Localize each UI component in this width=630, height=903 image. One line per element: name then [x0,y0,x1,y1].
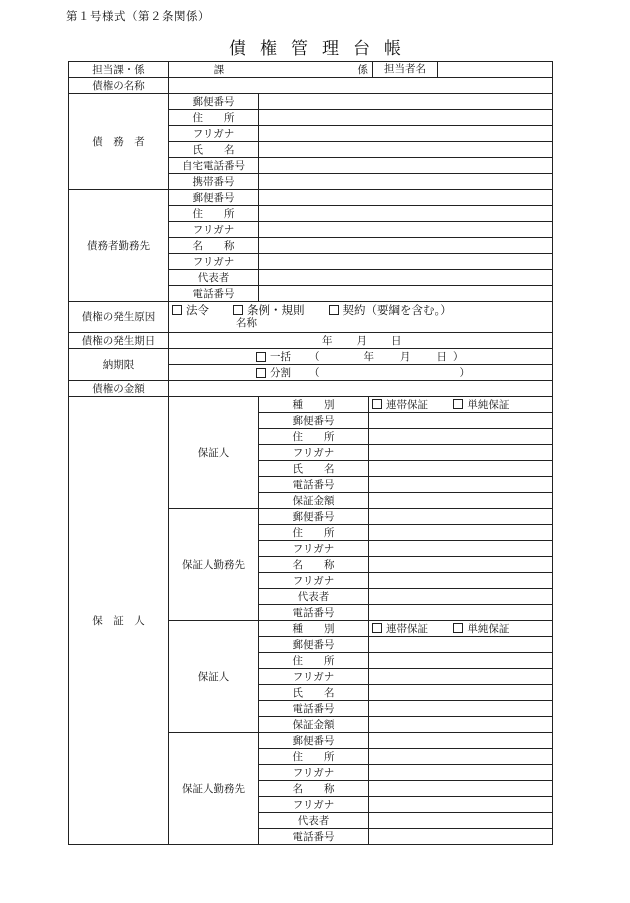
g1e-phone-field[interactable] [369,605,553,621]
cause-label: 債権の発生原因 [69,302,169,333]
debtor-home-phone-label: 自宅電話番号 [169,158,259,174]
option-ordinance-label: 条例・規則 [247,303,305,317]
g2e-phone-label: 電話番号 [259,829,369,845]
option-law-label: 法令 [186,303,209,317]
g1-name-label: 氏 名 [259,461,369,477]
dept-row [69,62,553,78]
guarantor-row [69,397,553,413]
occ-month: 月 [356,334,367,347]
amount-row [69,381,553,397]
g1e-rep-furigana-label: フリガナ [259,573,369,589]
option-contract-label: 契約（要綱を含む。） [342,303,452,317]
g1e-rep-field[interactable] [369,589,553,605]
due-year: 年 [363,350,374,363]
due-install-paren-open: （ [309,366,320,379]
guarantor2-person-label: 保証人 [169,621,259,733]
g1-postal-field[interactable] [369,413,553,429]
occ-day: 日 [391,334,402,347]
guarantor-label: 保 証 人 [69,397,169,845]
due-paren-open: （ [309,350,320,363]
g1-address-field[interactable] [369,429,553,445]
due-label: 納期限 [69,349,169,381]
debtor-label: 債 務 者 [69,94,169,190]
employer-rep-label: 代表者 [169,270,259,286]
g2e-phone-field[interactable] [369,829,553,845]
g1-phone-field[interactable] [369,477,553,493]
guarantor2-employer-label: 保証人勤務先 [169,733,259,845]
g2-amount-label: 保証金額 [259,717,369,733]
g1-phone-label: 電話番号 [259,477,369,493]
g1e-phone-label: 電話番号 [259,605,369,621]
checkbox-icon[interactable] [453,623,463,633]
g2-postal-label: 郵便番号 [259,637,369,653]
g2e-rep-label: 代表者 [259,813,369,829]
checkbox-icon[interactable] [372,623,382,633]
debtor-mobile-label: 携帯番号 [169,174,259,190]
claim-name-label: 債権の名称 [69,78,169,94]
occurrence-row [69,333,553,349]
g2e-address-field[interactable] [369,749,553,765]
person-label: 担当者名 [372,62,438,77]
debtor-name-label: 氏 名 [169,142,259,158]
employer-phone-field[interactable] [259,286,553,302]
g1e-furigana-label: フリガナ [259,541,369,557]
g2e-postal-label: 郵便番号 [259,733,369,749]
g2e-name-field[interactable] [369,781,553,797]
due-month: 月 [400,350,411,363]
checkbox-icon[interactable] [256,352,266,362]
g2e-rep-furigana-label: フリガナ [259,797,369,813]
debtor-name-field[interactable] [259,142,553,158]
g2-simple-label: 単純保証 [467,622,510,635]
occ-year: 年 [322,334,333,347]
g1-type-field[interactable] [369,397,553,413]
checkbox-icon[interactable] [329,305,339,315]
debtor-home-phone-field[interactable] [259,158,553,174]
g2-address-field[interactable] [369,653,553,669]
claim-name-field[interactable] [169,78,553,94]
occurrence-field[interactable] [169,333,553,349]
due-paren-close: ） [453,350,464,363]
g1e-address-label: 住 所 [259,525,369,541]
g1e-furigana-field[interactable] [369,541,553,557]
g1-name-field[interactable] [369,461,553,477]
g1-joint-label: 連帯保証 [386,398,428,411]
g1e-rep-furigana-field[interactable] [369,573,553,589]
ledger-table [68,61,553,845]
employer-rep-furigana-label: フリガナ [169,254,259,270]
checkbox-icon[interactable] [172,305,182,315]
g1e-rep-label: 代表者 [259,589,369,605]
g1-simple-label: 単純保証 [467,398,510,411]
due-lump-label: 一括 [270,350,291,363]
g1e-postal-label: 郵便番号 [259,509,369,525]
employer-phone-label: 電話番号 [169,286,259,302]
checkbox-contract[interactable] [329,304,452,317]
g2-furigana-label: フリガナ [259,669,369,685]
amount-label: 債権の金額 [69,381,169,397]
due-row [69,349,553,365]
g1e-name-label: 名 称 [259,557,369,573]
g2-type-field[interactable] [369,621,553,637]
g2-phone-label: 電話番号 [259,701,369,717]
debtor-mobile-field[interactable] [259,174,553,190]
ka-label: 課 [213,63,225,76]
employer-postal-label: 郵便番号 [169,190,259,206]
g2e-rep-field[interactable] [369,813,553,829]
checkbox-law[interactable] [172,304,209,317]
g2e-postal-field[interactable] [369,733,553,749]
employer-furigana-field[interactable] [259,222,553,238]
debtor-furigana-field[interactable] [259,126,553,142]
due-install-paren-close: ） [459,366,470,379]
g1-furigana-label: フリガナ [259,445,369,461]
g2e-rep-furigana-field[interactable] [369,797,553,813]
employer-name-label: 名 称 [169,238,259,254]
g1-address-label: 住 所 [259,429,369,445]
g2e-furigana-label: フリガナ [259,765,369,781]
debtor-address-field[interactable] [259,110,553,126]
due-install-field[interactable] [169,365,553,381]
g1e-address-field[interactable] [369,525,553,541]
cause-row [69,302,553,333]
checkbox-icon[interactable] [233,305,243,315]
due-day: 日 [436,350,447,363]
employer-rep-field[interactable] [259,270,553,286]
g1-furigana-field[interactable] [369,445,553,461]
page-title: 債権管理台帳 [229,39,415,59]
g2-amount-field[interactable] [369,717,553,733]
cause-name-label: 名称 [236,317,257,329]
debtor-row [69,94,553,110]
dept-field[interactable] [169,62,553,78]
g2-type-label: 種 別 [259,621,369,637]
due-install-label: 分割 [270,366,291,379]
g1-amount-field[interactable] [369,493,553,509]
claim-name-row [69,78,553,94]
checkbox-icon[interactable] [372,399,382,409]
dept-label: 担当課・係 [69,62,169,78]
checkbox-icon[interactable] [256,368,266,378]
debtor-address-label: 住 所 [169,110,259,126]
employer-label: 債務者勤務先 [69,190,169,302]
debtor-postal-label: 郵便番号 [169,94,259,110]
kakari-label: 係 [357,63,368,76]
g1-type-label: 種 別 [259,397,369,413]
g2e-name-label: 名 称 [259,781,369,797]
g2-name-label: 氏 名 [259,685,369,701]
g2-phone-field[interactable] [369,701,553,717]
employer-address-field[interactable] [259,206,553,222]
g2-furigana-field[interactable] [369,669,553,685]
employer-furigana-label: フリガナ [169,222,259,238]
checkbox-ordinance[interactable] [233,304,305,317]
employer-rep-furigana-field[interactable] [259,254,553,270]
due-lump-field[interactable] [169,349,553,365]
g1-postal-label: 郵便番号 [259,413,369,429]
g2e-address-label: 住 所 [259,749,369,765]
occurrence-label: 債権の発生期日 [69,333,169,349]
employer-row [69,190,553,206]
guarantor-employer-label: 保証人勤務先 [169,509,259,621]
amount-field[interactable] [169,381,553,397]
g1-amount-label: 保証金額 [259,493,369,509]
employer-name-field[interactable] [259,238,553,254]
debtor-postal-field[interactable] [259,94,553,110]
g1e-postal-field[interactable] [369,509,553,525]
debtor-furigana-label: フリガナ [169,126,259,142]
employer-postal-field[interactable] [259,190,553,206]
g2e-furigana-field[interactable] [369,765,553,781]
guarantor-person-label: 保証人 [169,397,259,509]
g2-postal-field[interactable] [369,637,553,653]
g2-address-label: 住 所 [259,653,369,669]
g1e-name-field[interactable] [369,557,553,573]
g2-name-field[interactable] [369,685,553,701]
cause-field[interactable] [169,302,553,333]
employer-address-label: 住 所 [169,206,259,222]
checkbox-icon[interactable] [453,399,463,409]
form-number: 第１号様式（第２条関係） [66,9,210,23]
g2-joint-label: 連帯保証 [386,622,428,635]
